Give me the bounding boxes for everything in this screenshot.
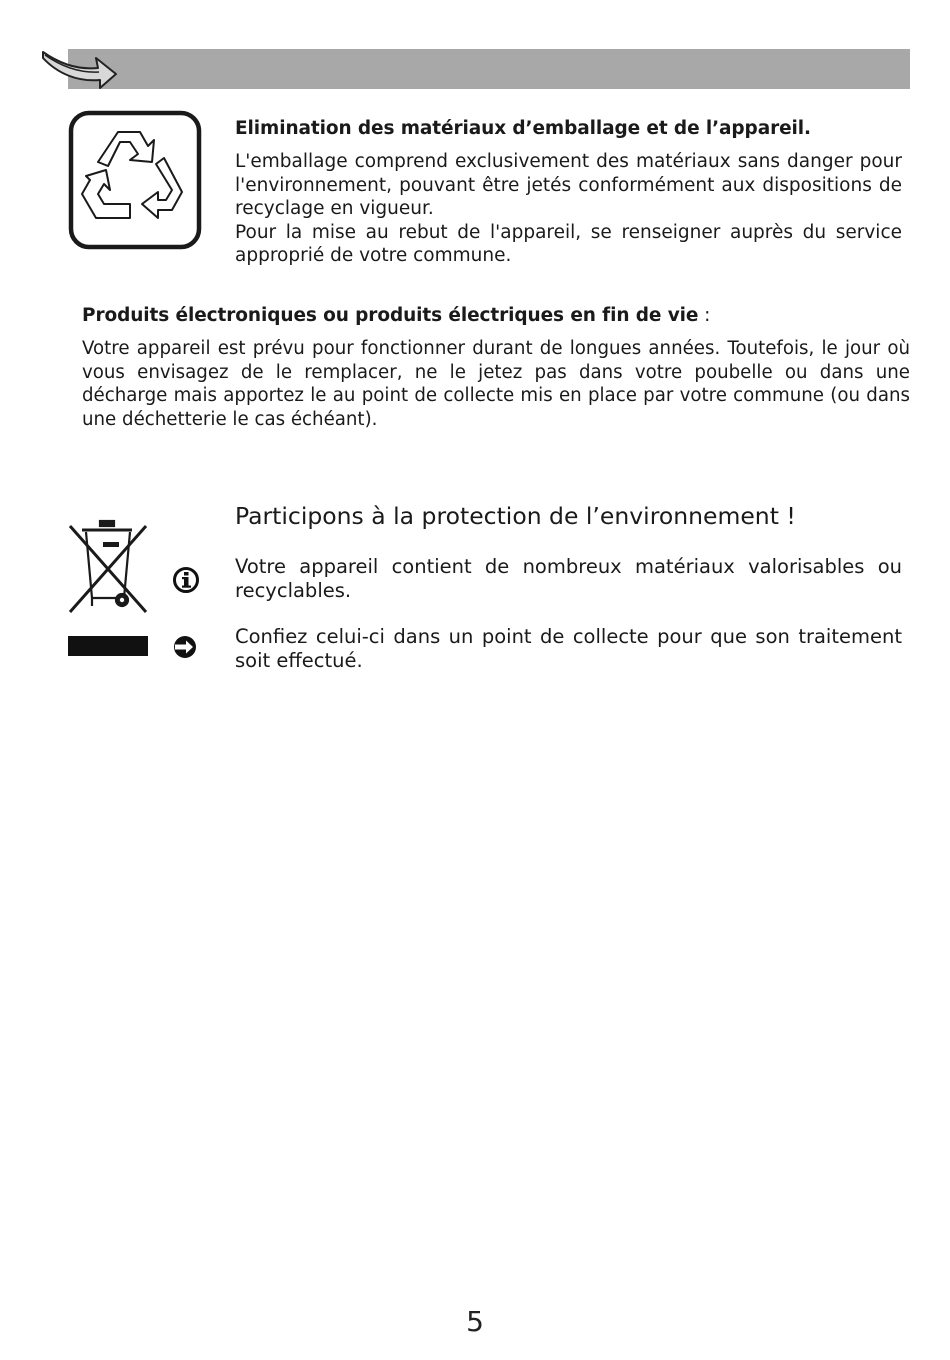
page-number: 5 [466,1305,484,1338]
environment-paragraph-1 [235,555,902,602]
environment-paragraph-2 [235,625,902,672]
packaging-paragraph-1: L'emballage comprend exclusivement des matériaux sans danger pour l'environnement, pouvant être jetés conformément aux dispositions de recyclage en vigueur. [235,151,902,219]
weee-heading [82,305,710,326]
weee-heading-colon: : [698,305,711,326]
arrow-right-icon [40,42,120,90]
environment-paragraph-2-text: Confiez celui-ci dans un point de collecte pour que son traitement soit effectué. [235,625,902,672]
packaging-paragraph-2: Pour la mise au rebut de l'appareil, se renseigner auprès du service approprié de votre commune. [235,221,902,266]
environment-heading: Participons à la protection de l’environnement ! [235,502,796,530]
weee-heading-text: Produits électroniques ou produits électriques en fin de vie [82,305,699,326]
goto-arrow-icon [172,634,198,660]
weee-black-bar [68,636,148,656]
environment-paragraph-1-text: Votre appareil contient de nombreux matériaux valorisables ou recyclables. [235,555,902,602]
packaging-body [235,150,902,268]
info-icon [172,566,200,594]
crossed-out-bin-icon [66,518,150,616]
packaging-heading: Elimination des matériaux d’emballage et de l’appareil. [235,118,811,139]
header-bar [68,49,910,89]
weee-body [82,337,910,431]
recycle-icon [68,110,202,250]
weee-paragraph: Votre appareil est prévu pour fonctionner durant de longues années. Toutefois, le jour où vous envisagez de le remplacer, ne le jetez pas dans votre poubelle ou dans une décharge mais apportez le au point de collecte mis en place par votre commune (ou dans une déchetterie le cas échéant). [82,338,910,430]
